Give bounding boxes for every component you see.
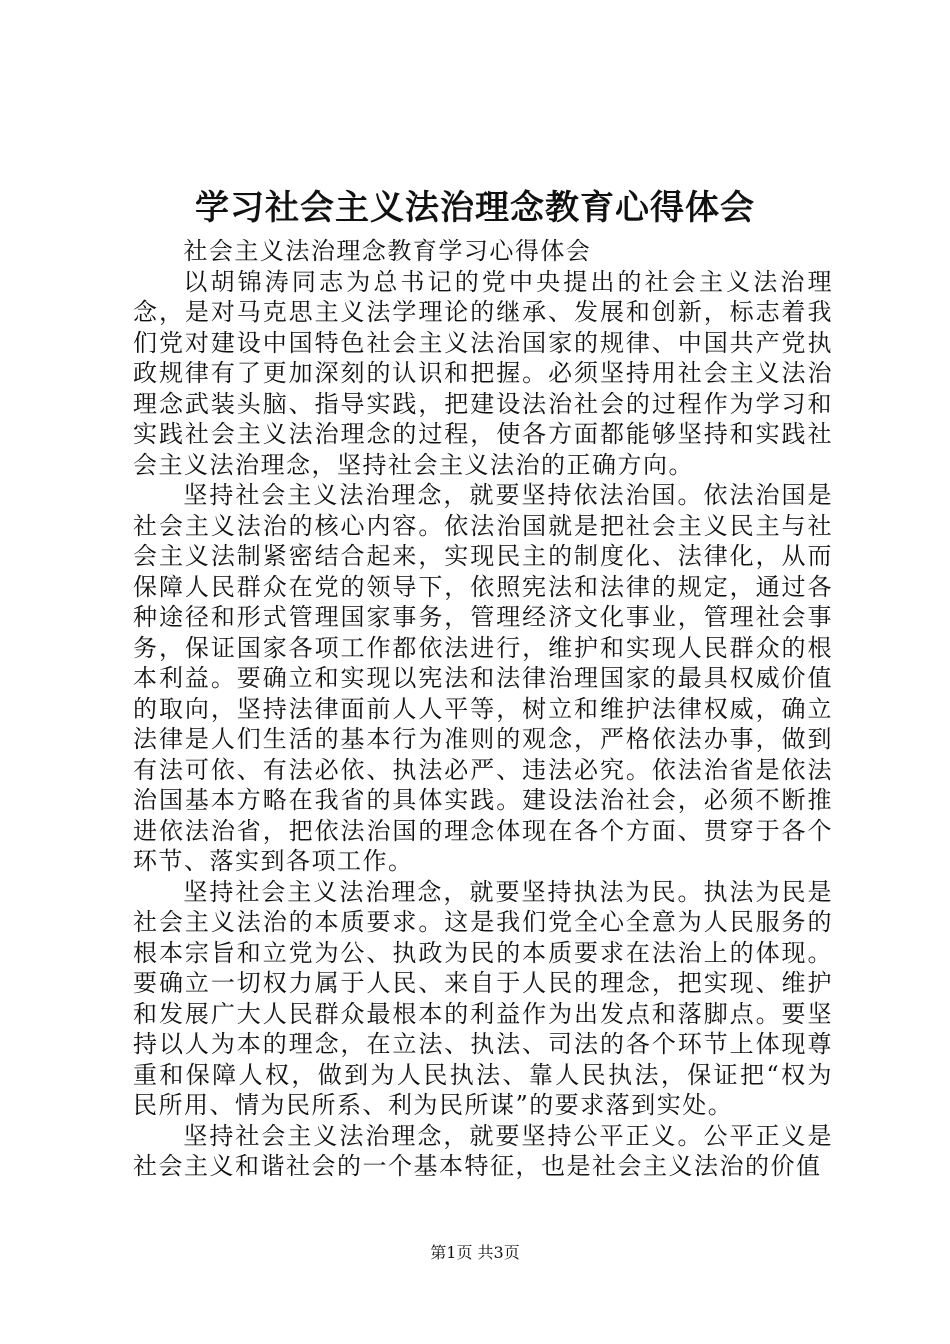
document-body xyxy=(133,236,833,1182)
paragraph-2: 坚持社会主义法治理念，就要坚持依法治国。依法治国是社会主义法治的核心内容。依法治国就是把社会主义民主与社会主义法制紧密结合起来，实现民主的制度化、法律化，从而保障人民群众在党的领导下，依照宪法和法律的规定，通过各种途径和形式管理国家事务，管理经济文化事业，管理社会事务，保证国家各项工作都依法进行，维护和实现人民群众的根本利益。要确立和实现以宪法和法律治理国家的最具权威价值的取向，坚持法律面前人人平等，树立和维护法律权威，确立法律是人们生活的基本行为准则的观念，严格依法办事，做到有法可依、有法必依、执法必严、违法必究。依法治省是依法治国基本方略在我省的具体实践。建设法治社会，必须不断推进依法治省，把依法治国的理念体现在各个方面、贯穿于各个环节、落实到各项工作。 xyxy=(133,481,833,875)
paragraph-3: 坚持社会主义法治理念，就要坚持执法为民。执法为民是社会主义法治的本质要求。这是我们党全心全意为人民服务的根本宗旨和立党为公、执政为民的本质要求在法治上的体现。要确立一切权力属于人民、来自于人民的理念，把实现、维护和发展广大人民群众最根本的利益作为出发点和落脚点。要坚持以人为本的理念，在立法、执法、司法的各个环节上体现尊重和保障人权，做到为人民执法、靠人民执法，保证把“权为民所用、情为民所系、利为民所谋”的要求落到实处。 xyxy=(133,877,833,1119)
document-title: 学习社会主义法治理念教育心得体会 xyxy=(195,188,755,228)
paragraph-4: 坚持社会主义法治理念，就要坚持公平正义。公平正义是社会主义和谐社会的一个基本特征，也是社会主义法治的价值 xyxy=(133,1121,833,1180)
page-footer: 第1页 共3页 xyxy=(430,1243,520,1262)
paragraph-1: 以胡锦涛同志为总书记的党中央提出的社会主义法治理念，是对马克思主义法学理论的继承、发展和创新，标志着我们党对建设中国特色社会主义法治国家的规律、中国共产党执政规律有了更加深刻的认识和把握。必须坚持用社会主义法治理念武装头脑、指导实践，把建设法治社会的过程作为学习和实践社会主义法治理念的过程，使各方面都能够坚持和实践社会主义法治理念，坚持社会主义法治的正确方向。 xyxy=(133,267,833,479)
document-subtitle: 社会主义法治理念教育学习心得体会 xyxy=(183,237,592,265)
